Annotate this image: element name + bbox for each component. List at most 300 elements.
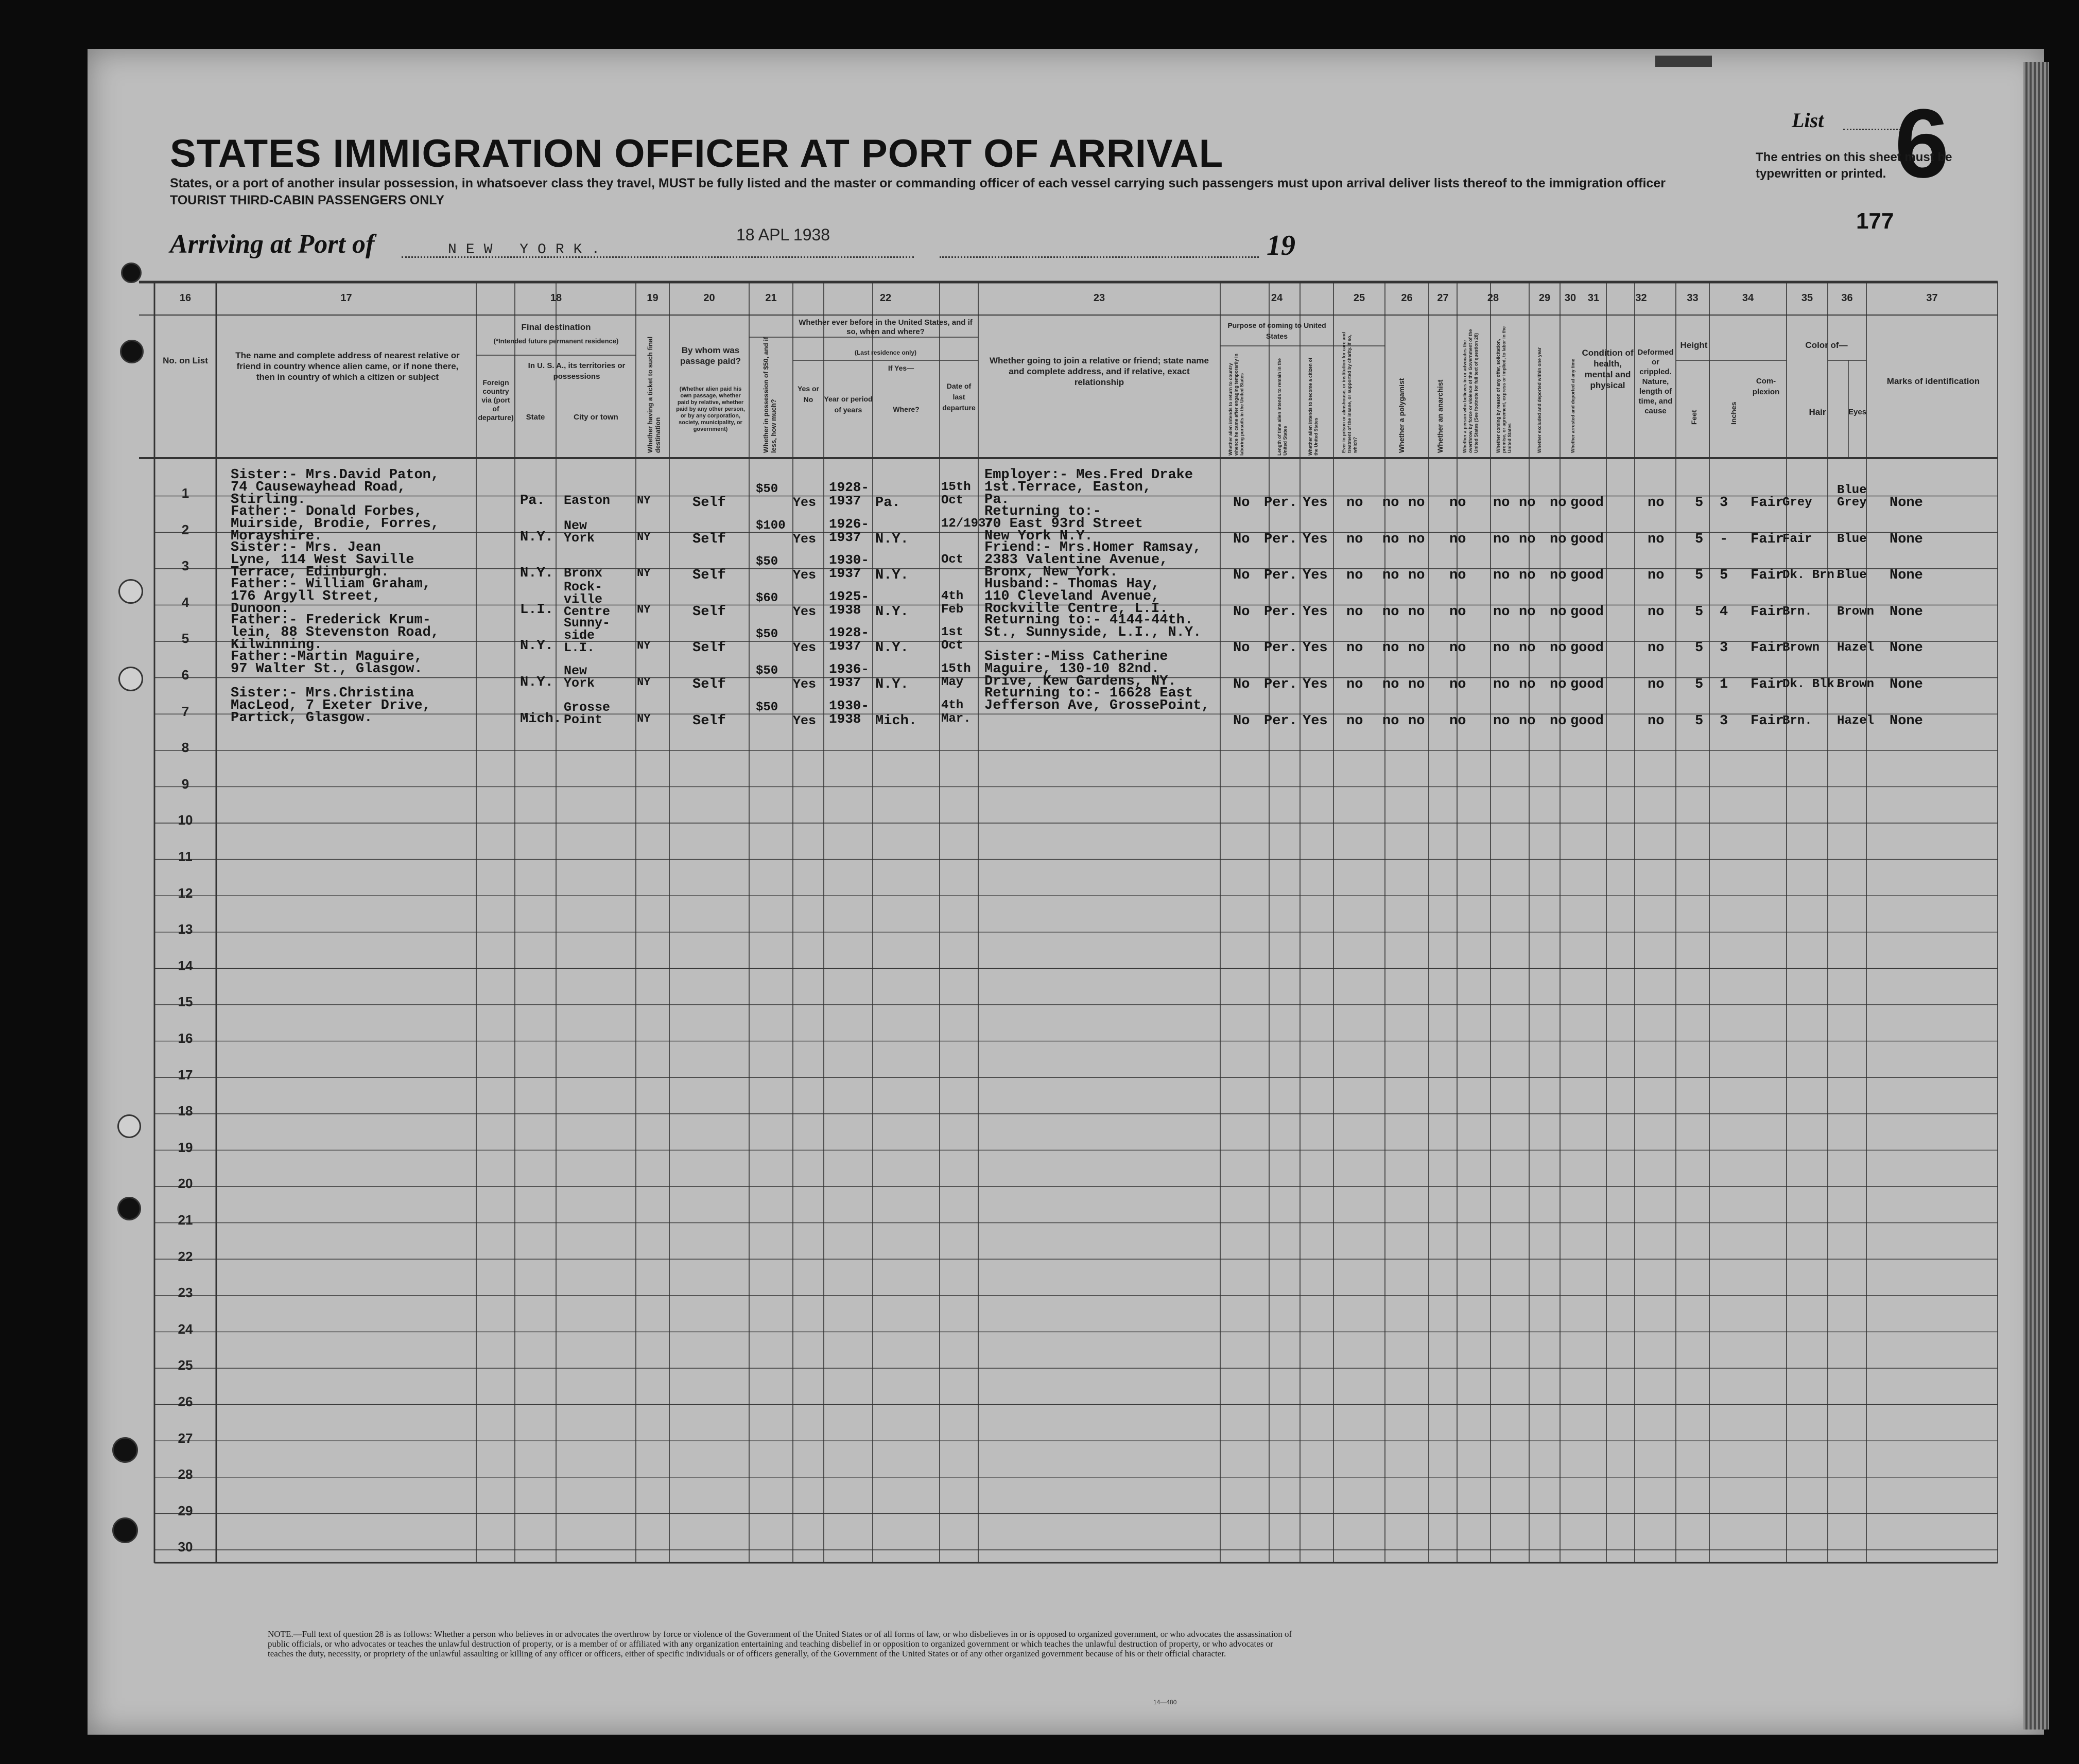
identification-marks: None [1890, 531, 1923, 547]
q27-answer: no [1408, 604, 1425, 620]
row-number: 3 [181, 558, 189, 574]
destination-state: Pa. [520, 493, 545, 509]
relative-address-line: 74 Causewayhead Road, [231, 480, 406, 495]
destination-state: N.Y. [520, 638, 553, 654]
last-departure: 1st [941, 625, 964, 640]
q30-answer: no [1519, 677, 1536, 692]
header-inches: Inches [1729, 401, 1738, 425]
complexion: Fair [1751, 677, 1784, 692]
q26-answer: no [1382, 531, 1399, 547]
deformed: no [1648, 568, 1665, 584]
identification-marks: None [1890, 713, 1923, 729]
q27-answer: no [1408, 677, 1425, 692]
row-number: 25 [178, 1357, 193, 1373]
last-departure: 4th [941, 589, 964, 603]
joining-line: 1st.Terrace, Easton, [984, 480, 1152, 495]
passage-paid-by: Self [692, 568, 726, 584]
relative-address-line: Partick, Glasgow. [231, 710, 373, 726]
deformed: no [1648, 640, 1665, 656]
column-number: 33 [1687, 292, 1699, 304]
purpose-return: No [1233, 568, 1250, 584]
row-number: 16 [178, 1031, 193, 1046]
header-height: Height [1680, 340, 1708, 350]
joining-line: Sister:-Miss Catherine [984, 649, 1168, 665]
height-inches: 4 [1720, 604, 1728, 620]
health-condition: good [1570, 640, 1604, 656]
relative-address-line: Sister:- Mrs.David Paton, [231, 467, 440, 483]
purpose-return: No [1233, 640, 1250, 656]
header-anarchist: Whether an anarchist [1436, 379, 1444, 453]
destination-state: N.Y. [520, 529, 553, 545]
row-number: 23 [178, 1285, 193, 1301]
header-yes-no: Yes or No [797, 385, 820, 404]
q25-answer: no [1346, 531, 1363, 547]
us-years: 1937 [829, 529, 861, 545]
column-number: 26 [1401, 292, 1413, 304]
complexion: Fair [1751, 531, 1784, 547]
header-condition: Condition of health, mental and physical [1582, 348, 1634, 390]
column-number: 23 [1093, 292, 1105, 304]
destination-city: Easton [564, 493, 611, 508]
row-number: 4 [181, 594, 189, 610]
header-city: City or town [574, 413, 618, 422]
ticket-destination: NY [637, 530, 651, 544]
destination-city: side [564, 628, 595, 643]
ticket-destination: NY [637, 712, 651, 725]
height-feet: 5 [1695, 604, 1704, 620]
column-number: 30 [1564, 292, 1576, 304]
q25-answer: no [1346, 677, 1363, 692]
destination-city: New [564, 518, 587, 533]
health-condition: good [1570, 531, 1604, 547]
joining-line: Maguire, 130-10 82nd. [984, 661, 1160, 677]
column-number: 20 [703, 292, 715, 304]
relative-address-line: Kilwinning. [231, 637, 323, 653]
last-departure: Oct [941, 494, 964, 508]
us-where: Pa. [875, 495, 900, 511]
q25-answer: no [1346, 604, 1363, 620]
eye-color: Hazel [1837, 713, 1875, 728]
header-marks: Marks of identification [1886, 376, 1980, 386]
us-years: 1930- [829, 552, 870, 568]
money-amount: $50 [756, 627, 778, 642]
header-final-destination-sub: (*Intended future permanent residence) [493, 337, 619, 345]
header-passage-paid: By whom was passage paid? [680, 345, 741, 366]
row-number: 29 [178, 1503, 193, 1518]
column-number: 31 [1587, 292, 1600, 304]
us-where: N.Y. [875, 568, 909, 584]
relative-address-line: 176 Argyll Street, [231, 588, 381, 604]
row-number: 10 [178, 812, 193, 828]
header-purpose-return: Whether alien intends to return to country whence he came after engaging temporarily in laboring pursuits in the United States [1228, 353, 1244, 456]
destination-city: Grosse [564, 700, 611, 715]
hair-color: Grey [1782, 496, 1812, 510]
money-amount: $50 [756, 555, 778, 569]
relative-address-line: Father:- Frederick Krum- [231, 613, 431, 628]
column-number: 37 [1926, 292, 1938, 304]
destination-state: N.Y. [520, 566, 553, 582]
joining-line: Returning to:- [984, 503, 1101, 519]
q29-answer: no [1493, 604, 1510, 620]
q26-answer: no [1382, 713, 1399, 729]
destination-city: Sunny- [564, 616, 611, 631]
column-number: 18 [550, 292, 562, 304]
hair-color: Fair [1782, 532, 1812, 546]
relative-address-line: Sister:- Mrs. Jean [231, 540, 381, 556]
purpose-length: Per. [1264, 531, 1297, 547]
destination-city: Bronx [564, 566, 603, 581]
identification-marks: None [1890, 640, 1923, 656]
q29-answer: no [1493, 640, 1510, 656]
destination-state: Mich. [520, 711, 562, 727]
q31-answer: no [1550, 677, 1567, 692]
row-number: 7 [181, 703, 189, 719]
joining-line: St., Sunnyside, L.I., N.Y. [984, 625, 1202, 641]
q30-answer: no [1519, 568, 1536, 584]
last-departure: 4th [941, 698, 964, 712]
identification-marks: None [1890, 568, 1923, 584]
purpose-return: No [1233, 531, 1250, 547]
destination-city: Centre [564, 604, 611, 619]
header-polygamist: Whether a polygamist [1397, 378, 1406, 453]
header-before-us: Whether ever before in the United States, and if so, when and where? [799, 318, 973, 336]
column-number: 29 [1538, 292, 1551, 304]
q27-answer: no [1408, 568, 1425, 584]
destination-city: L.I. [564, 640, 595, 656]
purpose-return: No [1233, 604, 1250, 620]
header-no-on-list: No. on List [163, 356, 208, 365]
purpose-citizen: Yes [1303, 531, 1328, 547]
height-feet: 5 [1695, 713, 1704, 729]
joining-line: Friend:- Mrs.Homer Ramsay, [984, 540, 1202, 556]
q28-answer: no [1449, 568, 1466, 584]
header-excluded: Whether excluded and deported within one year [1537, 347, 1542, 453]
q30-answer: no [1519, 495, 1536, 511]
column-number: 24 [1271, 292, 1283, 304]
q29-answer: no [1493, 568, 1510, 584]
header-if-yes: If Yes— [888, 364, 914, 372]
complexion: Fair [1751, 713, 1784, 729]
last-departure: May [941, 675, 964, 689]
q31-answer: no [1550, 640, 1567, 656]
height-inches: 3 [1720, 713, 1728, 729]
row-number: 2 [181, 521, 189, 537]
purpose-citizen: Yes [1303, 713, 1328, 729]
height-inches: 5 [1720, 568, 1728, 584]
relative-address-line: Muirside, Brodie, Forres, [231, 516, 440, 532]
us-where: N.Y. [875, 531, 909, 547]
q26-answer: no [1382, 495, 1399, 511]
row-number: 13 [178, 921, 193, 937]
joining-line: Jefferson Ave, GrossePoint, [984, 697, 1210, 713]
header-labor-offer: Whether coming by reason of any offer, solicitation, promise, or agreement, express or implied, to labor in the United States [1496, 326, 1512, 453]
instruction-line: States, or a port of another insular possession, in whatsoever class they travel, MUST be fully listed and the master or commanding officer of each vessel carrying such passengers must upon arrival deliver lists thereof to the immigration officer [170, 176, 1666, 190]
complexion: Fair [1751, 640, 1784, 656]
port-value: NEW YORK. [448, 242, 610, 258]
row-number: 15 [178, 994, 193, 1010]
purpose-length: Per. [1264, 677, 1297, 692]
us-years: 1928- [829, 625, 870, 641]
q31-answer: no [1550, 495, 1567, 511]
q31-answer: no [1550, 568, 1567, 584]
hair-color: Dk. Blk. [1782, 677, 1842, 691]
hair-color: Brown [1782, 641, 1820, 655]
relative-address-line: MacLeod, 7 Exeter Drive, [231, 697, 431, 713]
us-years: 1937 [829, 566, 861, 582]
eye-color: Blue [1837, 568, 1867, 583]
joining-line: Husband:- Thomas Hay, [984, 576, 1160, 592]
q31-answer: no [1550, 604, 1567, 620]
complexion: Fair [1751, 495, 1784, 511]
header-prison: Ever in prison or almshouse, or institution for care and treatment of the insane, or supported by charity. If so, which? [1341, 331, 1358, 453]
eye-color: Blue [1837, 532, 1867, 546]
row-number: 21 [178, 1212, 193, 1228]
row-number: 18 [178, 1103, 193, 1119]
header-passage-paid-sub: (Whether alien paid his own passage, whether paid by relative, whether paid by any other person, or by any corporation, society, municipality, or government) [676, 386, 745, 432]
header-purpose-citizen: Whether alien intends to become a citizen of the United States [1308, 357, 1319, 456]
money-amount: $50 [756, 664, 778, 678]
deformed: no [1648, 604, 1665, 620]
footnote: NOTE.—Full text of question 28 is as follows: Whether a person who believes in or advocates the overthrow by force or violence of the Government of the United States or of all forms of law, or who disbelieves in or is opposed to organized government, or who advocates the assassination of public officials, or who advocates or teaches the unlawful destruction of property, or is a member of or affiliated with any organization entertaining and teaching disbelief in or opposition to organized government or which teaches the unlawful destruction of property, or who advocates or teaches the duty, necessity, or propriety of the unlawful assaulting or killing of any officer or officers, either of specific individuals or of officers generally, of the Government of the United States or of any other organized government because of his or their official character. [268, 1629, 1292, 1658]
header-purpose: Purpose of coming to United States [1227, 321, 1326, 340]
column-number: 28 [1487, 292, 1499, 304]
us-years: 1938 [829, 711, 861, 727]
header-complexion: Com-plexion [1752, 377, 1780, 396]
health-condition: good [1570, 677, 1604, 692]
been-in-us: Yes [793, 677, 817, 692]
header-where: Where? [893, 405, 920, 413]
destination-city: Point [564, 712, 603, 727]
passenger-class-line: TOURIST THIRD-CABIN PASSENGERS ONLY [170, 193, 444, 207]
q26-answer: no [1382, 568, 1399, 584]
us-where: Mich. [875, 713, 917, 729]
relative-address-line: Sister:- Mrs.Christina [231, 685, 414, 701]
purpose-return: No [1233, 495, 1250, 511]
relative-address-line: Terrace, Edinburgh. [231, 565, 389, 581]
column-number: 21 [765, 292, 777, 304]
q27-answer: no [1408, 713, 1425, 729]
height-inches: 1 [1720, 677, 1728, 692]
q30-answer: no [1519, 640, 1536, 656]
joining-line: 110 Cleveland Avenue, [984, 588, 1160, 604]
joining-line: Bronx, New York. [984, 565, 1118, 581]
q25-answer: no [1346, 495, 1363, 511]
destination-city: York [564, 530, 595, 546]
year-prefix: 19 [1267, 230, 1295, 261]
health-condition: good [1570, 568, 1604, 584]
header-eyes: Eyes [1848, 408, 1867, 416]
q27-answer: no [1408, 495, 1425, 511]
been-in-us: Yes [793, 713, 817, 728]
us-years: 1928- [829, 480, 870, 495]
q28-answer: no [1449, 677, 1466, 692]
header-joining: Whether going to join a relative or friend; state name and complete address, and if relative, exact relationship [989, 356, 1209, 387]
us-where: N.Y. [875, 640, 909, 656]
entries-note: The entries on this sheet must be typewritten or printed. [1756, 150, 1952, 181]
relative-address-line: Stirling. [231, 492, 306, 508]
page-number: 177 [1856, 208, 1894, 234]
q28-answer: no [1449, 604, 1466, 620]
row-number: 26 [178, 1394, 193, 1409]
header-purpose-length: Length of time alien intends to remain in the United States [1277, 358, 1288, 456]
passage-paid-by: Self [692, 713, 726, 729]
last-departure: Feb [941, 602, 964, 617]
joining-line: New York N.Y. [984, 528, 1093, 544]
passage-paid-by: Self [692, 495, 726, 511]
eye-color: Hazel [1837, 641, 1875, 655]
row-number: 5 [181, 631, 189, 647]
relative-address-line: 97 Walter St., Glasgow. [231, 661, 423, 677]
q26-answer: no [1382, 677, 1399, 692]
ticket-destination: NY [637, 676, 651, 689]
height-feet: 5 [1695, 531, 1704, 547]
header-ticket: Whether having a ticket to such final destination [646, 336, 662, 453]
column-number: 19 [647, 292, 659, 304]
height-feet: 5 [1695, 495, 1704, 511]
relative-address-line: Father:- William Graham, [231, 576, 431, 592]
header-state: State [526, 413, 545, 422]
passage-paid-by: Self [692, 640, 726, 656]
purpose-length: Per. [1264, 640, 1297, 656]
hair-color: Dk. Brn. [1782, 568, 1842, 583]
header-q28: Whether a person who believes in or advocates the overthrow by force or violence of the Government of the United States (See footnote for full text of question 28) [1462, 329, 1479, 453]
last-departure: Mar. [941, 711, 971, 726]
q26-answer: no [1382, 640, 1399, 656]
column-number: 27 [1437, 292, 1449, 304]
q25-answer: no [1346, 713, 1363, 729]
us-where: N.Y. [875, 604, 909, 620]
passage-paid-by: Self [692, 531, 726, 547]
money-amount: $60 [756, 591, 778, 605]
purpose-citizen: Yes [1303, 604, 1328, 620]
row-number: 24 [178, 1321, 193, 1337]
row-number: 28 [178, 1466, 193, 1482]
column-number: 16 [179, 292, 192, 304]
row-number: 27 [178, 1430, 193, 1446]
us-years: 1926- [829, 516, 870, 532]
last-departure: Oct [941, 639, 964, 653]
deformed: no [1648, 677, 1665, 692]
row-number: 19 [178, 1139, 193, 1155]
column-number: 35 [1801, 292, 1813, 304]
joining-line: Pa. [984, 492, 1010, 508]
us-years: 1925- [829, 588, 870, 604]
header-feet: Feet [1690, 410, 1698, 425]
money-amount: $50 [756, 700, 778, 714]
relative-address-line: Lyne, 114 West Saville [231, 552, 414, 568]
list-number: 6 [1895, 89, 1949, 198]
height-inches: - [1720, 531, 1728, 547]
purpose-return: No [1233, 677, 1250, 692]
been-in-us: Yes [793, 531, 817, 547]
form-number: 14—480 [1153, 1699, 1177, 1706]
q27-answer: no [1408, 531, 1425, 547]
row-number: 14 [178, 957, 193, 973]
list-label: List [1792, 109, 1824, 132]
row-number: 1 [181, 485, 189, 501]
joining-line: Returning to:- 4144-44th. [984, 613, 1193, 628]
q31-answer: no [1550, 531, 1567, 547]
date-stamp: 18 APL 1938 [736, 225, 830, 244]
identification-marks: None [1890, 677, 1923, 692]
column-number: 32 [1635, 292, 1647, 304]
q29-answer: no [1493, 531, 1510, 547]
height-feet: 5 [1695, 640, 1704, 656]
header-relative-address: The name and complete address of nearest relative or friend in country whence alien came, or if none there, then in country of which a citizen or subject [235, 351, 460, 382]
last-departure: 15th [941, 480, 971, 494]
us-where: N.Y. [875, 677, 909, 692]
page-title: STATES IMMIGRATION OFFICER AT PORT OF ARRIVAL [170, 132, 1224, 176]
ticket-destination: NY [637, 639, 651, 653]
joining-line: 2383 Valentine Avenue, [984, 552, 1168, 568]
row-number: 12 [178, 885, 193, 901]
been-in-us: Yes [793, 640, 817, 656]
us-years: 1937 [829, 493, 861, 509]
us-years: 1938 [829, 602, 861, 618]
header-deformed: Deformed or crippled. Nature, length of time, and cause [1637, 348, 1674, 415]
eye-color: Brown [1837, 677, 1875, 691]
q28-answer: no [1449, 531, 1466, 547]
purpose-length: Per. [1264, 495, 1297, 511]
last-departure: 12/1937 [941, 516, 993, 531]
complexion: Fair [1751, 568, 1784, 584]
height-feet: 5 [1695, 568, 1704, 584]
purpose-return: No [1233, 713, 1250, 729]
height-inches: 3 [1720, 495, 1728, 511]
eye-color: Grey [1837, 496, 1867, 510]
hair-color: Brn. [1782, 713, 1812, 728]
deformed: no [1648, 713, 1665, 729]
q30-answer: no [1519, 713, 1536, 729]
relative-address-line: lein, 88 Stevenston Road, [231, 625, 440, 641]
row-number: 30 [178, 1539, 193, 1555]
purpose-citizen: Yes [1303, 495, 1328, 511]
header-before-us-sub: (Last residence only) [854, 349, 917, 356]
header-date-departure: Date of last departure [942, 382, 976, 412]
ticket-destination: NY [637, 567, 651, 580]
row-number: 9 [181, 776, 189, 792]
column-number: 25 [1353, 292, 1365, 304]
relative-address-line: Father:-Martin Maguire, [231, 649, 423, 665]
passage-paid-by: Self [692, 677, 726, 692]
complexion: Fair [1751, 604, 1784, 620]
q26-answer: no [1382, 604, 1399, 620]
eye-color: Blue [1837, 483, 1867, 497]
us-years: 1936- [829, 661, 870, 677]
purpose-length: Per. [1264, 604, 1297, 620]
destination-city: ville [564, 591, 603, 607]
identification-marks: None [1890, 604, 1923, 620]
header-final-destination: Final destination [521, 322, 591, 332]
column-number: 17 [340, 292, 352, 304]
money-amount: $100 [756, 518, 786, 533]
joining-line: Rockville Centre, L.I. [984, 601, 1168, 617]
last-departure: 15th [941, 662, 971, 676]
health-condition: good [1570, 604, 1604, 620]
relative-address-line: Dunoon. [231, 601, 289, 617]
us-years: 1937 [829, 675, 861, 690]
header-foreign-country: Foreign country via (port of departure) [478, 378, 514, 422]
row-number: 20 [178, 1176, 193, 1192]
q28-answer: no [1449, 495, 1466, 511]
arriving-label: Arriving at Port of [170, 230, 375, 259]
last-departure: Oct [941, 553, 964, 567]
purpose-citizen: Yes [1303, 640, 1328, 656]
row-number: 17 [178, 1067, 193, 1082]
height-inches: 3 [1720, 640, 1728, 656]
header-money: Whether in possession of $50, and if less, how much? [762, 337, 777, 453]
column-number: 36 [1841, 292, 1853, 304]
